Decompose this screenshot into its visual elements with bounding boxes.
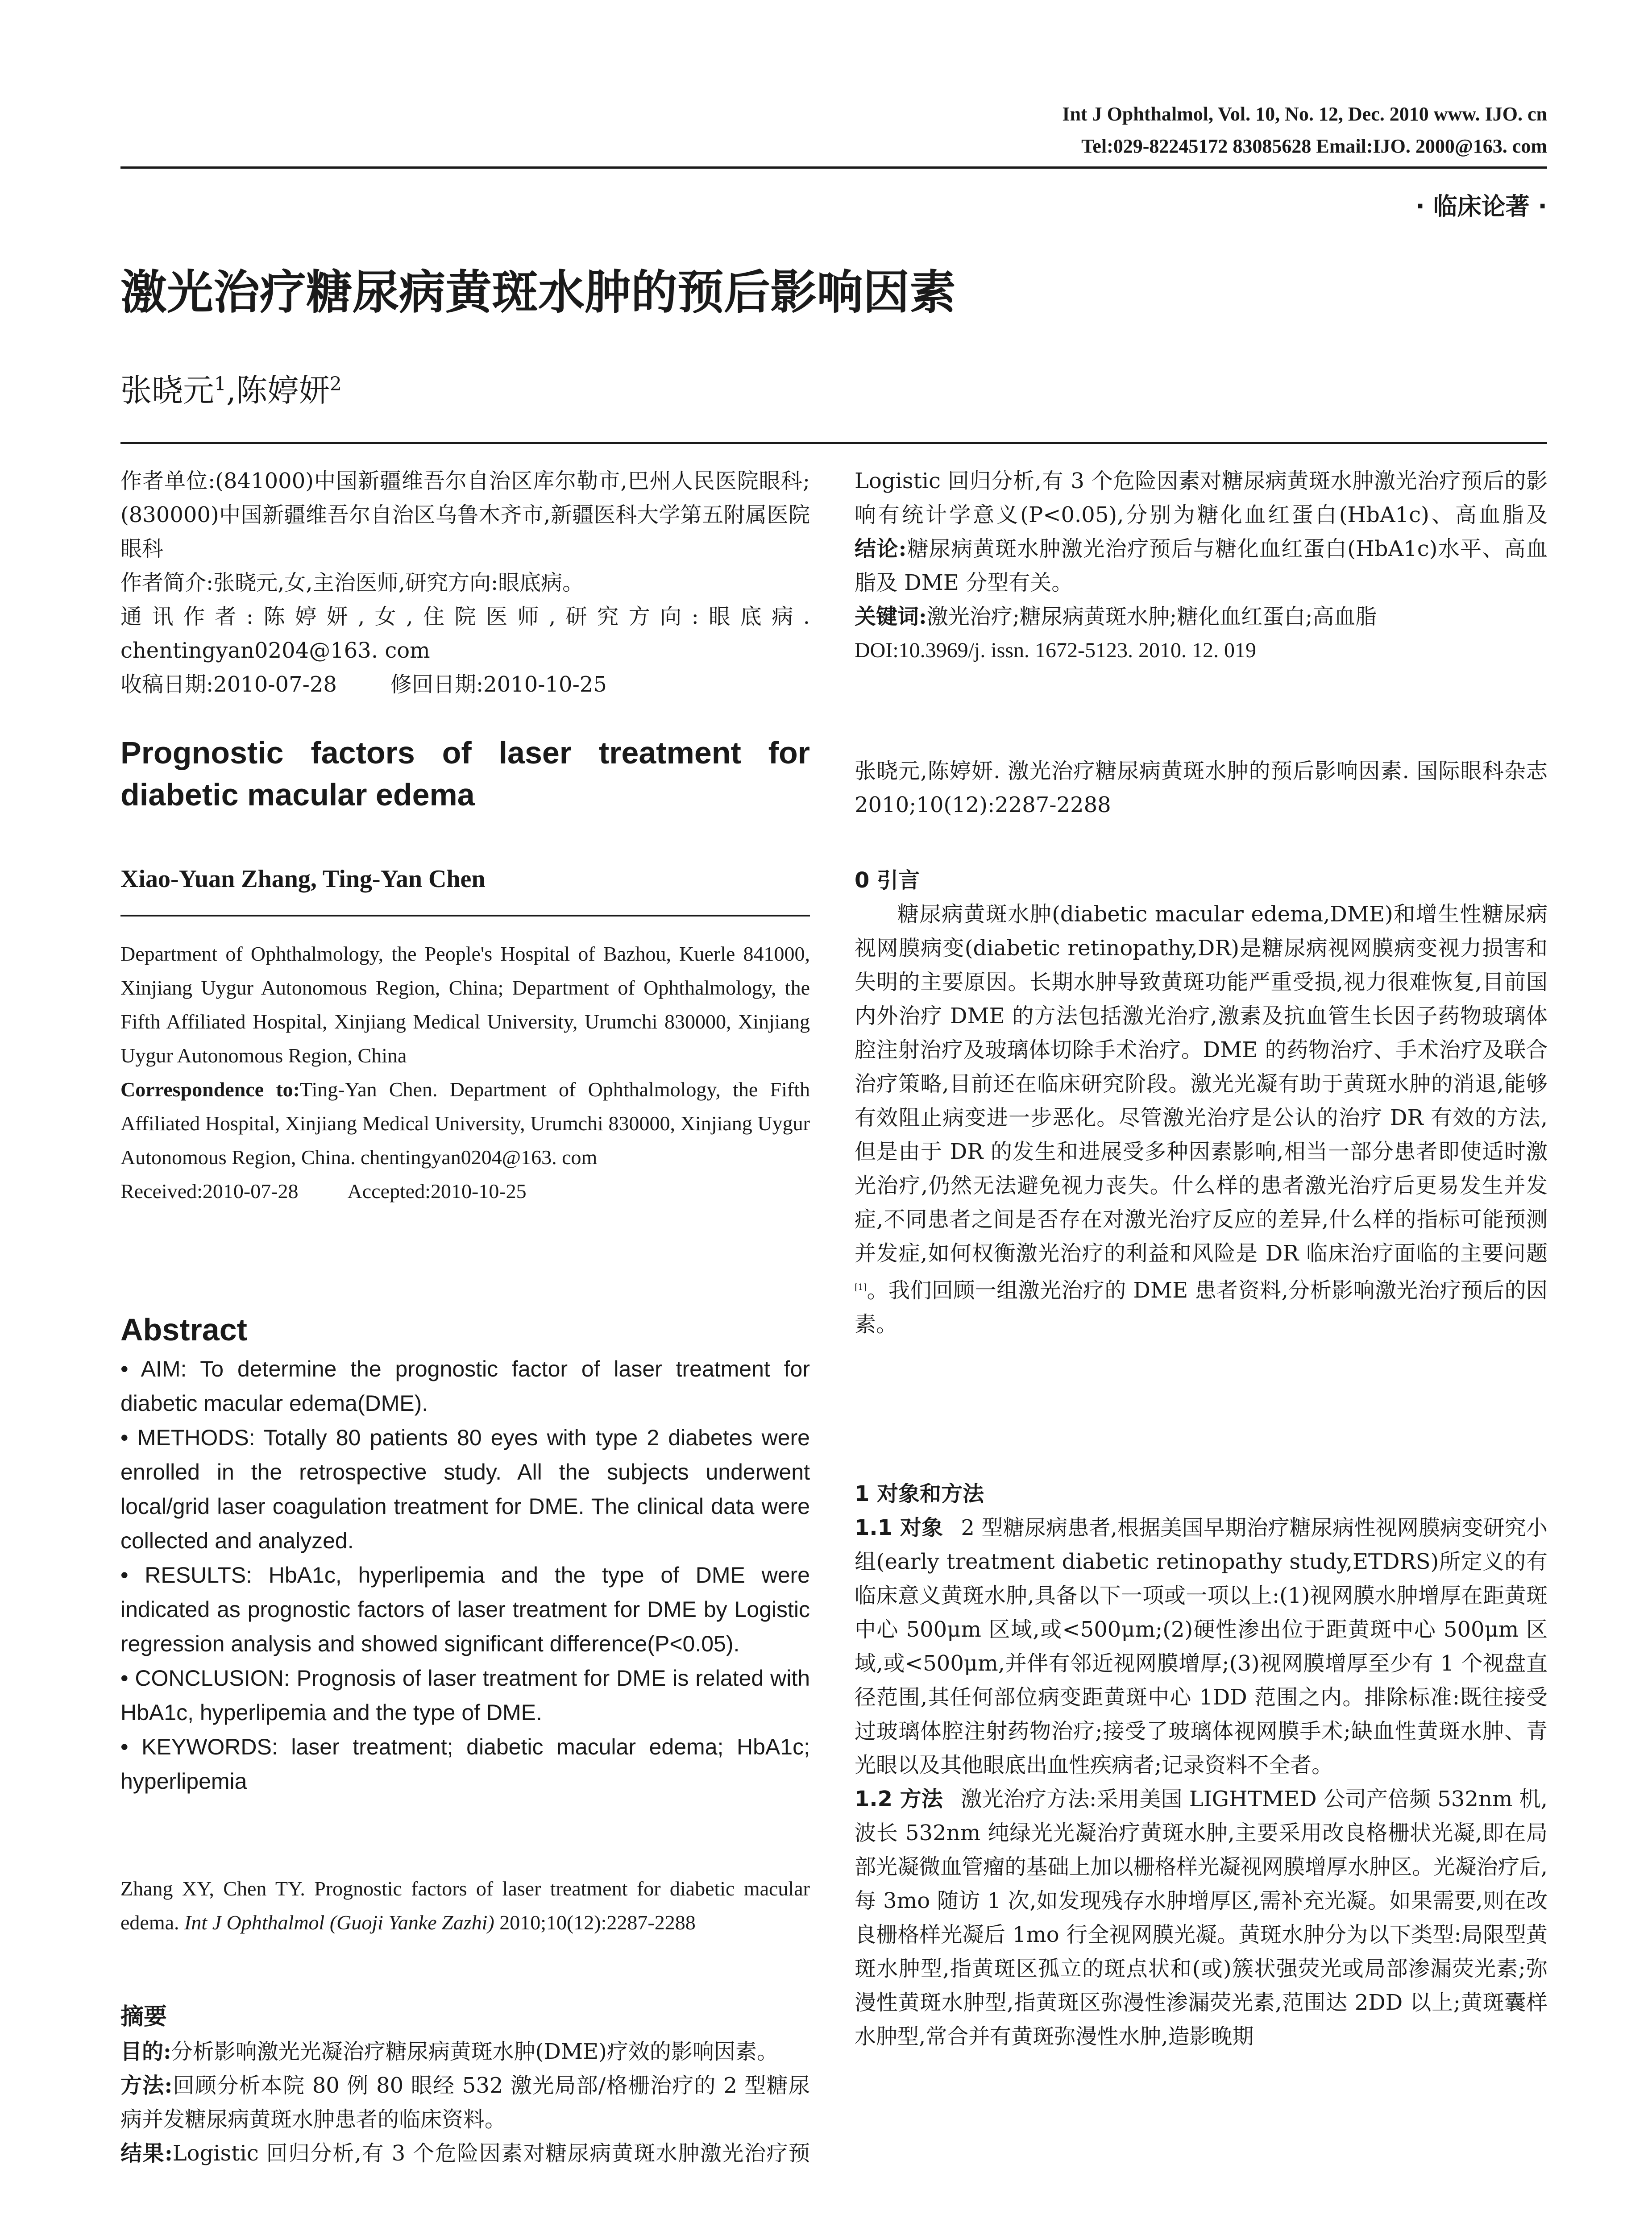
affil-rule xyxy=(120,915,810,916)
section-0 xyxy=(855,863,1548,1341)
abstract-body xyxy=(120,1352,810,1799)
abstract-conclusion: • CONCLUSION: Prognosis of laser treatment for DME is related with HbA1c, hyperlipemia and the type of DME. xyxy=(120,1666,810,1725)
english-authors: Xiao-Yuan Zhang, Ting-Yan Chen xyxy=(120,865,486,893)
doi: DOI:10.3969/j. issn. 1672-5123. 2010. 12. 019 xyxy=(855,639,1256,662)
abstract-heading: Abstract xyxy=(120,1312,247,1347)
author-info-block xyxy=(120,464,810,701)
section-1-1: 1.1 对象 2 型糖尿病患者,根据美国早期治疗糖尿病性视网膜病变研究小组(early treatment diabetic retinopathy study,ETDRS)所定义的有临床意义黄斑水肿,具备以下一项或一项以上:(1)视网膜水肿增厚在距黄斑中心 500μm 区域,或<500μm;(2)硬性渗出位于距黄斑中心 500μm 区域,或<500μm,并伴有邻近视网膜增厚;(3)视网膜增厚至少有 1 个视盘直径范围,其任何部位病变距黄斑中心 1DD 范围之内。排除标准:既往接受过玻璃体腔注射药物治疗;接受了玻璃体视网膜手术;缺血性黄斑水肿、青光眼以及其他眼底出血性疾病者;记录资料不全者。 xyxy=(855,1515,1548,1778)
english-citation: Zhang XY, Chen TY. Prognostic factors of laser treatment for diabetic macular edema. Int J Ophthalmol (Guoji Yanke Zazhi) 2010;10(12):2287-2288 xyxy=(120,1877,810,1934)
section-1-2: 1.2 方法 激光治疗方法:采用美国 LIGHTMED 公司产倍频 532nm 机,波长 532nm 纯绿光光凝治疗黄斑水肿,主要采用改良格栅状光凝,即在局部光凝微血管瘤的基础上加以栅格样光凝视网膜增厚水肿区。光凝治疗后,每 3mo 随访 1 次,如发现残存水肿增厚区,需补充光凝。如果需要,则在改良栅格样光凝后 1mo 行全视网膜光凝。黄斑水肿分为以下类型:局限型黄斑水肿型,指黄斑区孤立的斑点状和(或)簇状强荧光或局部渗漏荧光素;弥漫性黄斑水肿型,指黄斑区弥漫性渗漏荧光素,范围达 2DD 以上;黄斑囊样水肿型,常合并有黄斑弥漫性水肿,造影晚期 xyxy=(855,1787,1548,2049)
english-affiliation: Department of Ophthalmology, the People's Hospital of Bazhou, Kuerle 841000, Xinjiang Uygur Autonomous Region, China; Department of Ophthalmology, the Fifth Affiliated Hospital, Xinjiang Medical University, Urumchi 830000, Xinjiang Uygur Autonomous Region, China Correspondence to:Ting-Yan Chen. Department of Ophthalmology, the Fifth Affiliated Hospital, Xinjiang Medical University, Urumchi 830000, Xinjiang Uygur Autonomous Region, China. chentingyan0204@163. com Received:2010-07-28 Accepted:2010-10-25 xyxy=(120,937,810,1208)
abstract-results: • RESULTS: HbA1c, hyperlipemia and the type of DME were indicated as prognostic factors of laser treatment for DME by Logistic regression analysis and showed significant difference(P<0.05). xyxy=(120,1563,810,1656)
abstract-keywords: • KEYWORDS: laser treatment; diabetic macular edema; HbA1c; hyperlipemia xyxy=(120,1734,810,1794)
author-name: 张晓元 xyxy=(120,372,214,409)
section-1 xyxy=(855,1477,1548,2053)
journal-header-line1: Int J Ophthalmol, Vol. 10, No. 12, Dec. 2010 www. IJO. cn xyxy=(1062,103,1547,125)
page-title: 激光治疗糖尿病黄斑水肿的预后影响因素 xyxy=(120,265,956,319)
title-rule xyxy=(120,442,1547,444)
author-line: 张晓元$^1$,陈婷妍$^2$ xyxy=(120,372,342,409)
section-label: · 临床论著 · xyxy=(1415,192,1547,220)
correspondence: Correspondence to:Ting-Yan Chen. Department of Ophthalmology, the Fifth Affiliated Hospital, Xinjiang Medical University, Urumchi 830000, Xinjiang Uygur Autonomous Region, China. chentingyan0204@163. com xyxy=(120,1078,810,1169)
header-rule xyxy=(120,166,1547,169)
received-accepted: Received:2010-07-28 Accepted:2010-10-25 xyxy=(120,1180,527,1203)
author-name: 陈婷妍 xyxy=(236,372,330,409)
cn-abstract-heading: 摘要 xyxy=(120,2003,167,2030)
cn-abstract-body: 目的:分析影响激光光凝治疗糖尿病黄斑水肿(DME)疗效的影响因素。 方法:回顾分析本院 80 例 80 眼经 532 激光局部/格栅治疗的 2 型糖尿病并发糖尿病黄斑水肿患者的临床资料。 结果:Logistic 回归分析,有 3 个危险因素对糖尿病黄斑水肿激光治疗预 xyxy=(120,2039,810,2166)
chinese-citation: 张晓元,陈婷妍. 激光治疗糖尿病黄斑水肿的预后影响因素. 国际眼科杂志 2010;10(12):2287-2288 xyxy=(855,759,1548,817)
results-continuation: Logistic 回归分析,有 3 个危险因素对糖尿病黄斑水肿激光治疗预后的影响有统计学意义(P<0.05),分别为糖化血红蛋白(HbA1c)、高血脂及 xyxy=(855,469,1548,527)
section-0-body: 糖尿病黄斑水肿(diabetic macular edema,DME)和增生性糖尿病视网膜病变(diabetic retinopathy,DR)是糖尿病视网膜病变视力损害和失明的主要原因。长期水肿导致黄斑功能严重受损,视力很难恢复,目前国内外治疗 DME 的方法包括激光治疗,激素及抗血管生长因子药物玻璃体腔注射治疗及玻璃体切除手术治疗。DME 的药物治疗、手术治疗及联合治疗策略,目前还在临床研究阶段。激光光凝有助于黄斑水肿的消退,能够有效阻止病变进一步恶化。尽管激光治疗是公认的治疗 DR 有效的方法,但是由于 DR 的发生和进展受多种因素影响,相当一部分患者即使适时激光治疗,仍然无法避免视力丧失。什么样的患者激光治疗后更易发生并发症,不同患者之间是否存在对激光治疗反应的差异,什么样的指标可能预测并发症,如何权衡激光治疗的利益和风险是 DR 临床治疗面临的主要问题[1]。我们回顾一组激光治疗的 DME 患者资料,分析影响激光治疗预后的因素。 xyxy=(855,902,1548,1337)
author-unit: 作者单位:(841000)中国新疆维吾尔自治区库尔勒市,巴州人民医院眼科;(830000)中国新疆维吾尔自治区乌鲁木齐市,新疆医科大学第五附属医院眼科 xyxy=(120,469,810,561)
abstract-methods: • METHODS: Totally 80 patients 80 eyes with type 2 diabetes were enrolled in the retrospective study. All the subjects underwent local/grid laser coagulation treatment for DME. The clinical data were collected and analyzed. xyxy=(120,1425,810,1553)
abstract-aim: • AIM: To determine the prognostic factor of laser treatment for diabetic macular edema(DME). xyxy=(120,1356,810,1416)
corresponding-author: 通讯作者:陈婷妍,女,住院医师,研究方向:眼底病. chentingyan0204@163. com xyxy=(120,604,810,663)
cn-abstract-continued: Logistic 回归分析,有 3 个危险因素对糖尿病黄斑水肿激光治疗预后的影响有统计学意义(P<0.05),分别为糖化血红蛋白(HbA1c)、高血脂及 结论:糖尿病黄斑水肿激光治疗预后与糖化血红蛋白(HbA1c)水平、高血脂及 DME 分型有关。 关键词:激光治疗;糖尿病黄斑水肿;糖化血红蛋白;高血脂 DOI:10.3969/j. issn. 1672-5123. 2010. 12. 019 xyxy=(855,464,1548,668)
dates-line: 收稿日期:2010-07-28 修回日期:2010-10-25 xyxy=(120,672,607,697)
english-title: Prognostic factors of laser treatment for diabetic macular edema xyxy=(120,735,810,812)
section-0-heading: 0 引言 xyxy=(855,868,920,893)
author-intro: 作者简介:张晓元,女,主治医师,研究方向:眼底病。 xyxy=(120,570,584,595)
section-1-heading: 1 对象和方法 xyxy=(855,1481,984,1506)
journal-header-line2: Tel:029-82245172 83085628 Email:IJO. 2000@163. com xyxy=(1081,135,1547,157)
